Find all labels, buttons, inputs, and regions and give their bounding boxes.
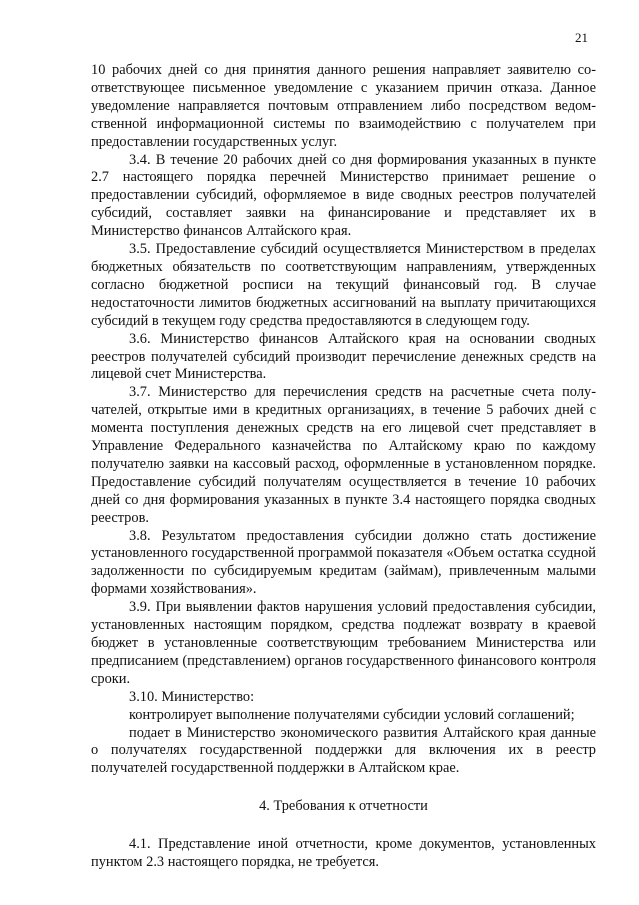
paragraph-continuation: 10 рабочих дней со дня принятия данного решения направляет заявителю соответствующее письменное уведомление с указанием причин отказа. Данное уведомление направляется почтовым отправлением либо посредством ведомственной информационной системы по взаимодействию с получателем при предоставлении государственных услуг. (91, 62, 596, 150)
paragraph-4-1: 4.1. Представление иной отчетности, кроме документов, установленных пунктом 2.3 настоящего порядка, не требуется. (91, 836, 596, 871)
paragraph-3-8: 3.8. Результатом предоставления субсидии должно стать достижение установленного государственной программой показателя «Объем остатка ссудной задолженности по субсидируемым кредитам (займам), привлеченным малыми формами хозяйствования». (91, 527, 596, 598)
page-number: 21 (575, 30, 588, 45)
paragraph-3-10: 3.10. Министерство: (129, 688, 255, 705)
document-body (91, 62, 596, 872)
paragraph-3-10-item-control: контролирует выполнение получателями субсидии условий соглашений; (129, 706, 575, 723)
paragraph-3-10-item-report: подает в Министерство экономического развития Алтайского края данные о получателях государственной поддержки для включения их в реестр получателей государственной поддержки в Алтайском крае. (91, 724, 596, 777)
paragraph-3-6: 3.6. Министерство финансов Алтайского края на основании сводных реестров получателей субсидий производит перечисление денежных средств на лицевой счет Министерства. (91, 330, 596, 383)
paragraph-3-9: 3.9. При выявлении фактов нарушения условий предоставления субсидии, установленных настоящим порядком, средства подлежат возврату в краевой бюджет в установленные соответствующим требованием Министерства или предписанием (представлением) органов государственного финансового контроля сроки. (91, 599, 596, 687)
paragraph-3-4: 3.4. В течение 20 рабочих дней со дня формирования указанных в пункте 2.7 настоящего порядка перечней Министерство принимает решение о предоставлении субсидий, оформляемое в виде сводных реестров получателей субсидий, составляет заявки на финансирование и представляет их в Министерство финансов Алтайского края. (91, 151, 596, 240)
paragraph-3-7: 3.7. Министерство для перечисления средств на расчетные счета получателей, открытые ими в кредитных организациях, в течение 5 рабочих дней с момента поступления денежных средств на его лицевой счет представляет в Управление Федерального казначейства по Алтайскому краю по каждому получателю заявки на кассовый расход, оформленные в установленном порядке. Предоставление субсидий получателям осуществляется в течение 10 рабочих дней со дня формирования указанных в пункте 3.4 настоящего порядка сводных реестров. (91, 384, 596, 526)
paragraph-3-5: 3.5. Предоставление субсидий осуществляется Министерством в пределах бюджетных обязательств по соответствующим направлениям, утвержденных согласно бюджетной росписи на текущий финансовый год. В случае недостаточности лимитов бюджетных ассигнований на выплату причитающихся субсидий в текущем году средства предоставляются в следующем году. (91, 241, 596, 329)
section-4-heading: 4. Требования к отчетности (259, 798, 428, 815)
